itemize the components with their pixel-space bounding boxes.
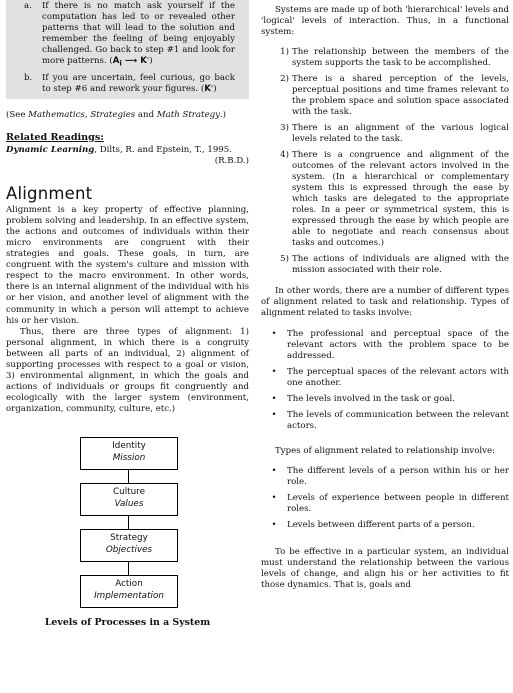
item-text: Levels between different parts of a person. xyxy=(287,519,475,530)
box-subtitle: Values xyxy=(114,498,144,509)
item-text: The professional and perceptual space of the relevant actors with the problem space to be addressed. xyxy=(287,328,509,361)
item-number: 4) xyxy=(280,150,289,161)
step-a xyxy=(14,1,241,69)
bullet-icon: • xyxy=(271,519,277,530)
item-text: The different levels of a person within his or her role. xyxy=(287,465,509,487)
symbol-k: K xyxy=(204,83,211,94)
left-column xyxy=(6,0,249,628)
see-ref-mathematics: Mathematics xyxy=(28,109,85,120)
item-number: 5) xyxy=(280,254,289,265)
step-text xyxy=(42,73,241,95)
author-initials: (R.B.D.) xyxy=(214,155,249,166)
item-number: 3) xyxy=(280,123,289,134)
diagram-box-strategy xyxy=(80,529,178,562)
task-bullet-list xyxy=(261,329,509,432)
levels-diagram xyxy=(6,437,249,628)
step-b xyxy=(14,73,241,95)
list-item xyxy=(261,394,509,405)
bullet-icon: • xyxy=(271,393,277,404)
list-item xyxy=(261,150,509,249)
see-ref-strategies: Strategies xyxy=(90,109,136,120)
arrow-icon: ⟶ xyxy=(124,56,138,66)
list-item xyxy=(261,329,509,362)
symbol-letter: A xyxy=(112,56,120,66)
see-also xyxy=(6,110,249,121)
step-b-text: If you are uncertain, feel curious, go back to step #6 and rework your figures. ( xyxy=(42,72,235,94)
step-a-text: If there is no match ask yourself if the computation has led to or revealed other patterns that will lead to the solution and remember the feeling of being enjoyably challenged. Go back to step #1 and look for more patterns. ( xyxy=(42,1,235,66)
diagram-box-culture xyxy=(80,483,178,516)
reading-authors: , Dilts, R. and Epstein, T., 1995. xyxy=(94,144,232,155)
item-text: There is a shared perception of the levels, perceptual positions and time frames relevant to the problem space and solution space associated with the task. xyxy=(292,74,509,118)
item-text: Levels of experience between people in different roles. xyxy=(287,492,509,514)
step-a-close: ') xyxy=(146,56,153,66)
step-label: a. xyxy=(24,1,32,11)
step-label: b. xyxy=(24,72,33,83)
right-column xyxy=(261,0,509,591)
list-item xyxy=(261,466,509,488)
list-item xyxy=(261,410,509,432)
list-item xyxy=(261,47,509,69)
box-title: Action xyxy=(115,578,143,589)
step-text xyxy=(42,1,241,69)
item-text: The relationship between the members of the system supports the task to be accomplished. xyxy=(292,47,509,69)
item-text: There is a congruence and alignment of the outcomes of the relevant actors involved in the system. (In a hierarchical or complementary system this is expressed through the ease by which tasks are delegated to the appropriate roles. In a peer or symmetrical system, this is expressed through the ease by which people are able to negotiate and reach consensus about tasks and outcomes.) xyxy=(292,150,509,249)
list-item xyxy=(261,123,509,145)
body-paragraph: In other words, there are a number of different types of alignment related to task and relationship. Types of alignment related to tasks involve: xyxy=(261,286,509,319)
shaded-steps-box xyxy=(6,0,249,99)
section-title: Alignment xyxy=(6,183,93,203)
body-paragraph: Alignment is a key property of effective planning, problem solving and leadership. In an effective system, the actions and outcomes of individuals within their micro environments are congruent with their strategies and goals. These goals, in turn, are congruent with the system's culture and mission with respect to the macro environment. In other words, there is an internal alignment of the individual with his or her vision, and another level of alignment with the community in which a person will attempt to achieve his or her vision. xyxy=(6,204,249,326)
box-subtitle: Implementation xyxy=(94,590,164,601)
see-prefix: (See xyxy=(6,109,29,120)
symbol-subscript: i xyxy=(119,58,122,68)
list-item xyxy=(261,493,509,515)
see-ref-math-strategy: Math Strategy xyxy=(156,109,220,120)
see-sep: , xyxy=(84,109,91,120)
step-b-close: ') xyxy=(210,83,217,94)
related-readings-heading: Related Readings: xyxy=(6,131,104,143)
item-text: There is an alignment of the various logical levels related to the task. xyxy=(292,123,509,145)
bullet-icon: • xyxy=(271,328,277,339)
relationship-bullet-list xyxy=(261,466,509,531)
list-item xyxy=(261,367,509,389)
item-number: 1) xyxy=(280,47,289,58)
bullet-icon: • xyxy=(271,409,277,420)
item-text: The levels involved in the task or goal. xyxy=(287,393,456,404)
box-subtitle: Mission xyxy=(112,452,146,463)
diagram-caption: Levels of Processes in a System xyxy=(44,616,211,628)
list-item xyxy=(261,520,509,531)
bullet-icon: • xyxy=(271,492,277,503)
body-paragraph: Thus, there are three types of alignment: 1) personal alignment, in which there is a congruity between all parts of an individual, 2) alignment of supporting processes with respect to a goal or vision, 3) environmental alignment, in which the goals and actions of individuals or groups fit congruently and ecologically with the larger system (environment, organization, community, culture, etc.) xyxy=(6,326,249,415)
body-paragraph: To be effective in a particular system, an individual must understand the relationship between the various levels of change, and align his or her activities to fit those dynamics. That is, goals and xyxy=(261,546,509,590)
related-reading-entry xyxy=(6,145,249,156)
list-item xyxy=(261,254,509,276)
item-text: The perceptual spaces of the relevant actors with one another. xyxy=(287,366,509,388)
see-suffix: .) xyxy=(219,109,227,120)
intro-paragraph: Systems are made up of both 'hierarchical' levels and 'logical' levels of interaction. Thus, in a functional system: xyxy=(261,5,509,38)
box-subtitle: Objectives xyxy=(105,544,153,555)
list-item xyxy=(261,74,509,118)
body-paragraph: Types of alignment related to relationship involve: xyxy=(275,445,496,456)
box-title: Strategy xyxy=(110,532,148,543)
item-number: 2) xyxy=(280,74,289,85)
bullet-icon: • xyxy=(271,366,277,377)
numbered-list xyxy=(261,47,509,276)
diagram-box-action xyxy=(80,575,178,608)
diagram-box-identity xyxy=(80,437,178,470)
box-title: Culture xyxy=(112,486,146,497)
item-text: The actions of individuals are aligned with the mission associated with their role. xyxy=(292,254,509,276)
symbol-a xyxy=(113,56,147,66)
item-text: The levels of communication between the relevant actors. xyxy=(287,409,509,431)
bullet-icon: • xyxy=(271,465,277,476)
reading-title: Dynamic Learning xyxy=(6,144,95,155)
see-sep: and xyxy=(135,109,157,120)
box-title: Identity xyxy=(112,440,146,451)
symbol-k: K xyxy=(140,56,147,66)
